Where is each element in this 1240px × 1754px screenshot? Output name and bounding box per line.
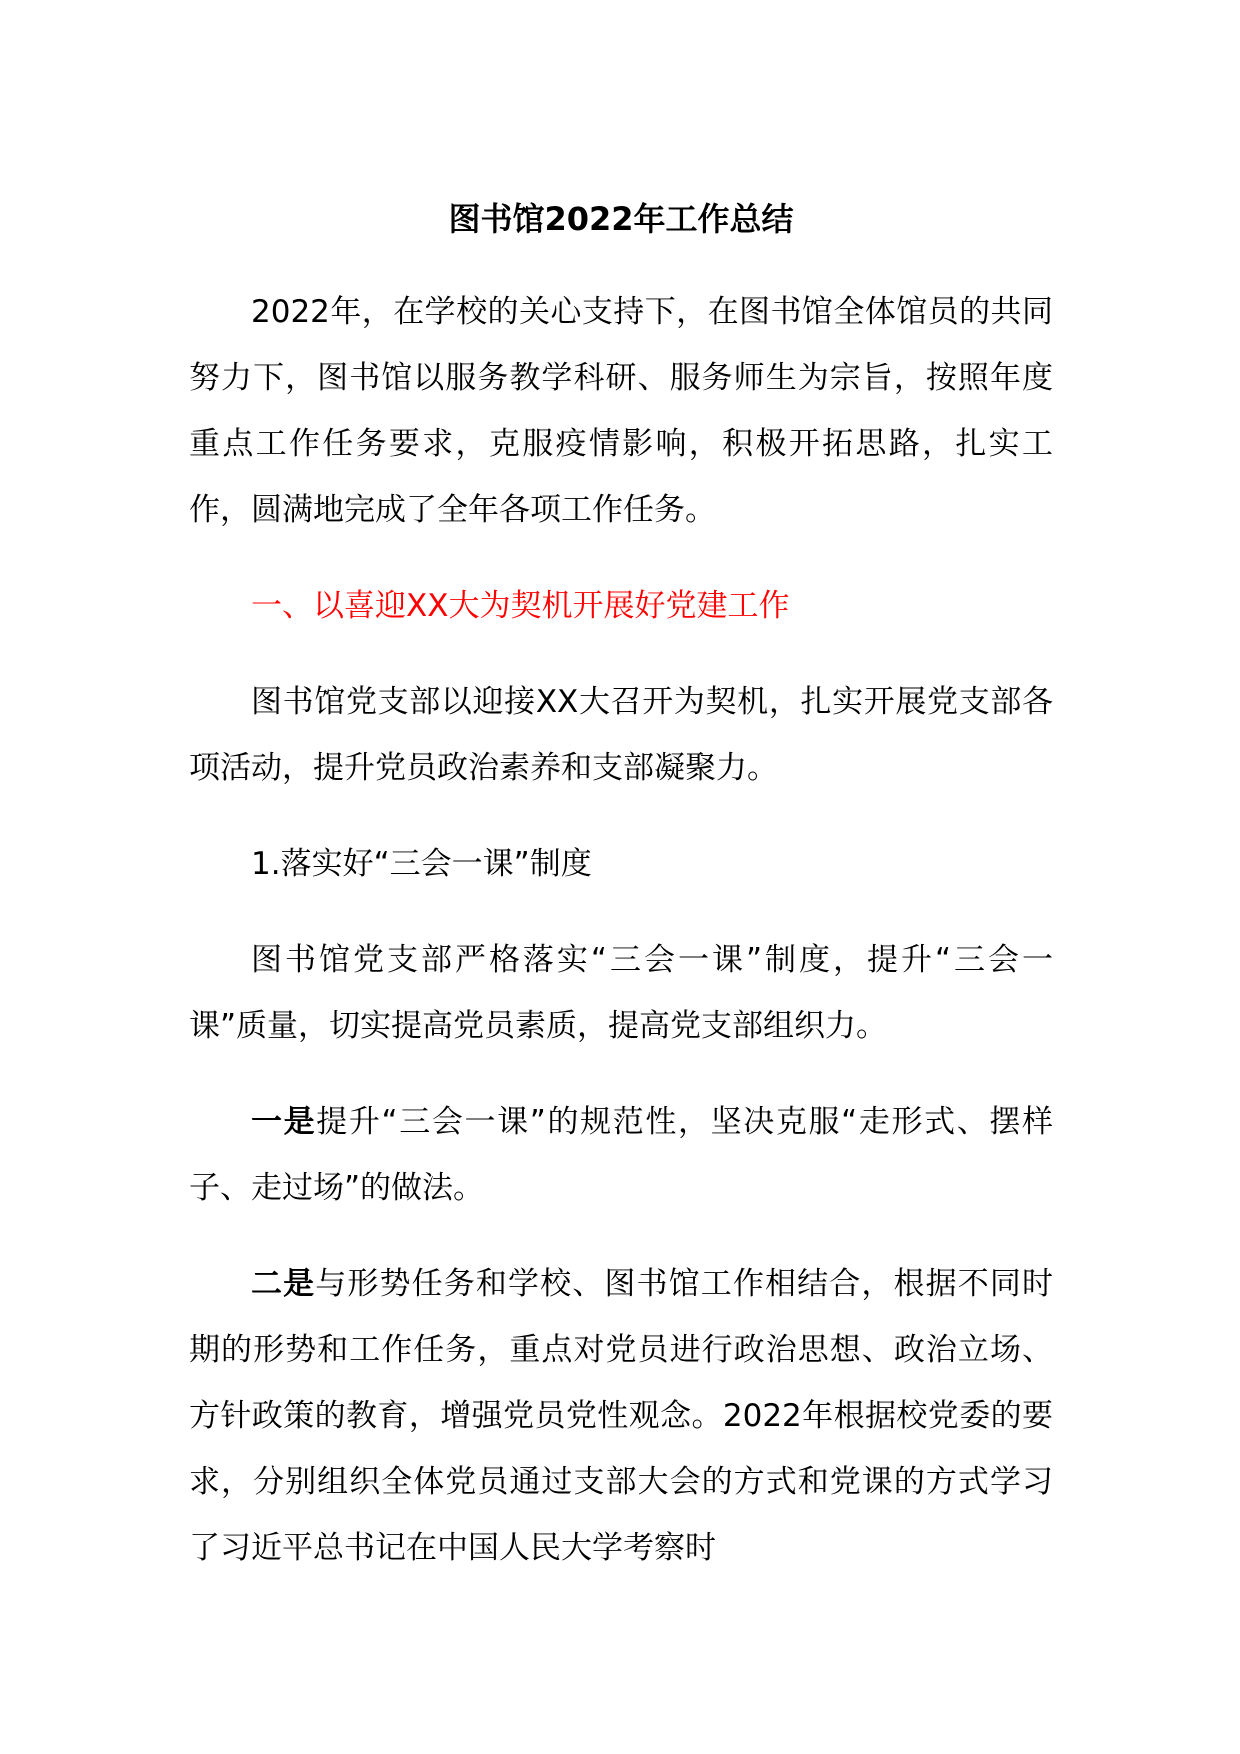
point-1-lead: 一是 xyxy=(251,1104,317,1140)
point-2-lead: 二是 xyxy=(251,1266,316,1302)
point-1-text: 提升“三会一课”的规范性，坚决克服“走形式、摆样子、走过场”的做法。 xyxy=(189,1104,1053,1206)
section-1-paragraph: 图书馆党支部以迎接XX大召开为契机，扎实开展党支部各项活动，提升党员政治素养和支部凝聚力。 xyxy=(189,684,1053,786)
section-heading-1: 一、以喜迎XX大为契机开展好党建工作 xyxy=(251,588,790,624)
point-1-paragraph xyxy=(189,1089,1053,1221)
point-2-text: 与形势任务和学校、图书馆工作相结合，根据不同时期的形势和工作任务，重点对党员进行政治思想、政治立场、方针政策的教育，增强党员党性观念。2022年根据校党委的要求，分别组织全体党员通过支部大会的方式和党课的方式学习了习近平总书记在中国人民大学考察时 xyxy=(189,1266,1053,1566)
document-page xyxy=(189,195,1053,1611)
subsection-1-paragraph: 图书馆党支部严格落实“三会一课”制度，提升“三会一课”质量，切实提高党员素质，提高党支部组织力。 xyxy=(189,942,1053,1044)
intro-paragraph: 2022年，在学校的关心支持下，在图书馆全体馆员的共同努力下，图书馆以服务教学科研、服务师生为宗旨，按照年度重点工作任务要求，克服疫情影响，积极开拓思路，扎实工作，圆满地完成了全年各项工作任务。 xyxy=(189,294,1053,528)
subsection-heading-1: 1.落实好“三会一课”制度 xyxy=(251,846,592,882)
point-2-paragraph xyxy=(189,1251,1053,1581)
document-title: 图书馆2022年工作总结 xyxy=(448,200,794,238)
